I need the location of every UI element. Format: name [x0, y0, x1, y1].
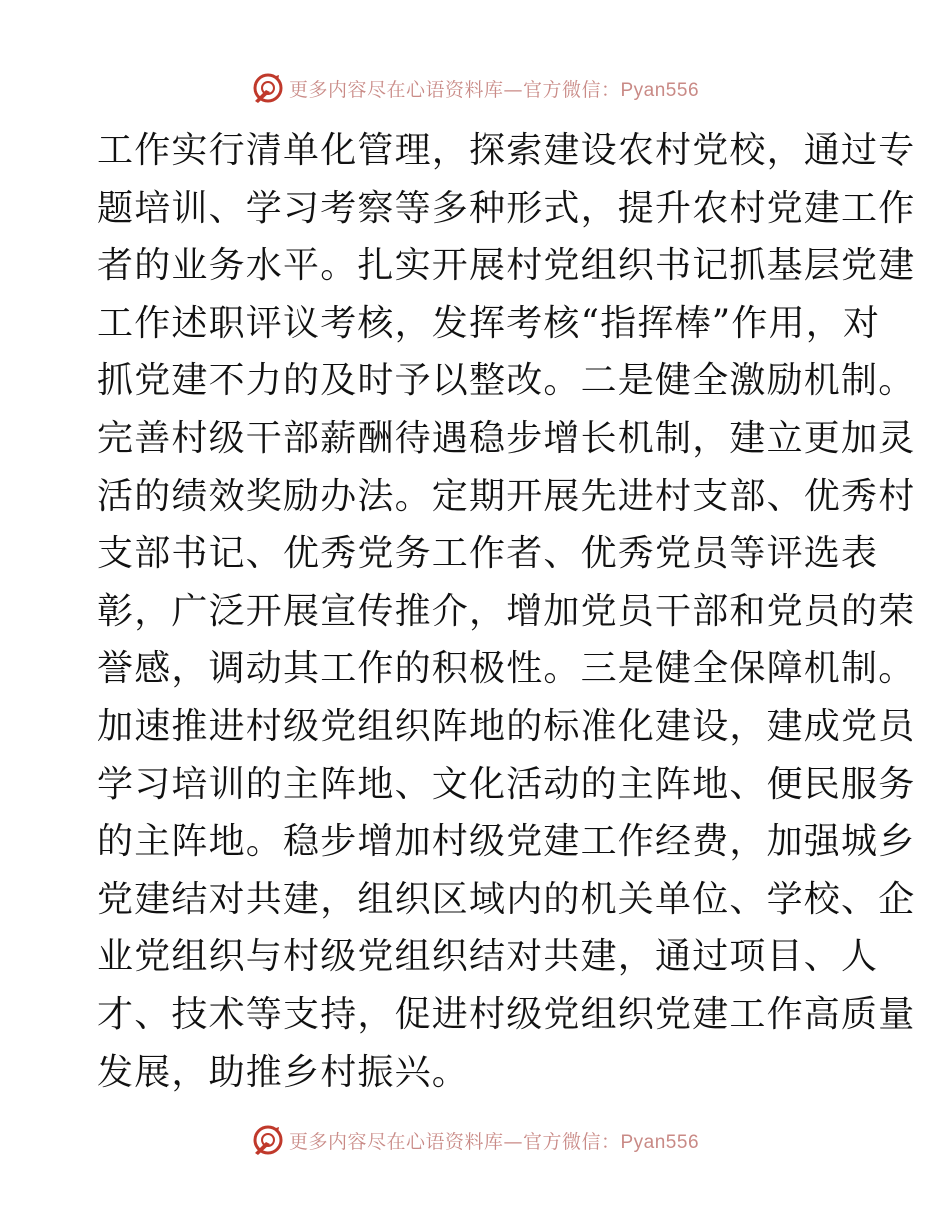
- body-line: 题培训、学习考察等多种形式，提升农村党建工作: [97, 187, 916, 229]
- body-line: 加速推进村级党组织阵地的标准化建设，建成党员: [97, 705, 916, 747]
- body-line: 业党组织与村级党组织结对共建，通过项目、人: [97, 936, 879, 978]
- body-line: 抓党建不力的及时予以整改。二是健全激励机制。: [97, 360, 916, 402]
- body-line: 完善村级干部薪酬待遇稳步增长机制，建立更加灵: [97, 417, 916, 459]
- header-banner-text: [289, 75, 699, 102]
- footer-banner: [0, 1120, 950, 1160]
- pen-logo-icon: [251, 71, 285, 105]
- body-line: 工作述职评议考核，发挥考核“指挥棒”作用，对: [97, 302, 881, 344]
- body-line: 彰，广泛开展宣传推介，增加党员干部和党员的荣: [97, 590, 916, 632]
- body-line: 学习培训的主阵地、文化活动的主阵地、便民服务: [97, 763, 916, 805]
- body-line: 工作实行清单化管理，探索建设农村党校，通过专: [97, 130, 916, 171]
- header-wechat-id: Pyan556: [620, 79, 700, 101]
- footer-wechat-id: Pyan556: [620, 1131, 700, 1153]
- pen-logo-icon: [251, 1123, 285, 1157]
- body-line: 者的业务水平。扎实开展村党组织书记抓基层党建: [97, 245, 916, 287]
- body-line: 才、技术等支持，促进村级党组织党建工作高质量: [97, 993, 916, 1035]
- document-body: [97, 122, 916, 1101]
- body-line: 支部书记、优秀党务工作者、优秀党员等评选表: [97, 533, 879, 575]
- body-line: 活的绩效奖励办法。定期开展先进村支部、优秀村: [97, 475, 916, 517]
- body-line: 誉感，调动其工作的积极性。三是健全保障机制。: [97, 648, 916, 690]
- body-line: 发展，助推乡村振兴。: [97, 1051, 470, 1093]
- header-banner: [0, 68, 950, 108]
- body-line: 党建结对共建，组织区域内的机关单位、学校、企: [97, 878, 916, 920]
- footer-promo-text: 更多内容尽在心语资料库—官方微信：: [288, 1130, 621, 1153]
- footer-banner-text: [289, 1127, 699, 1154]
- body-line: 的主阵地。稳步增加村级党建工作经费，加强城乡: [97, 821, 916, 863]
- header-promo-text: 更多内容尽在心语资料库—官方微信：: [288, 78, 621, 101]
